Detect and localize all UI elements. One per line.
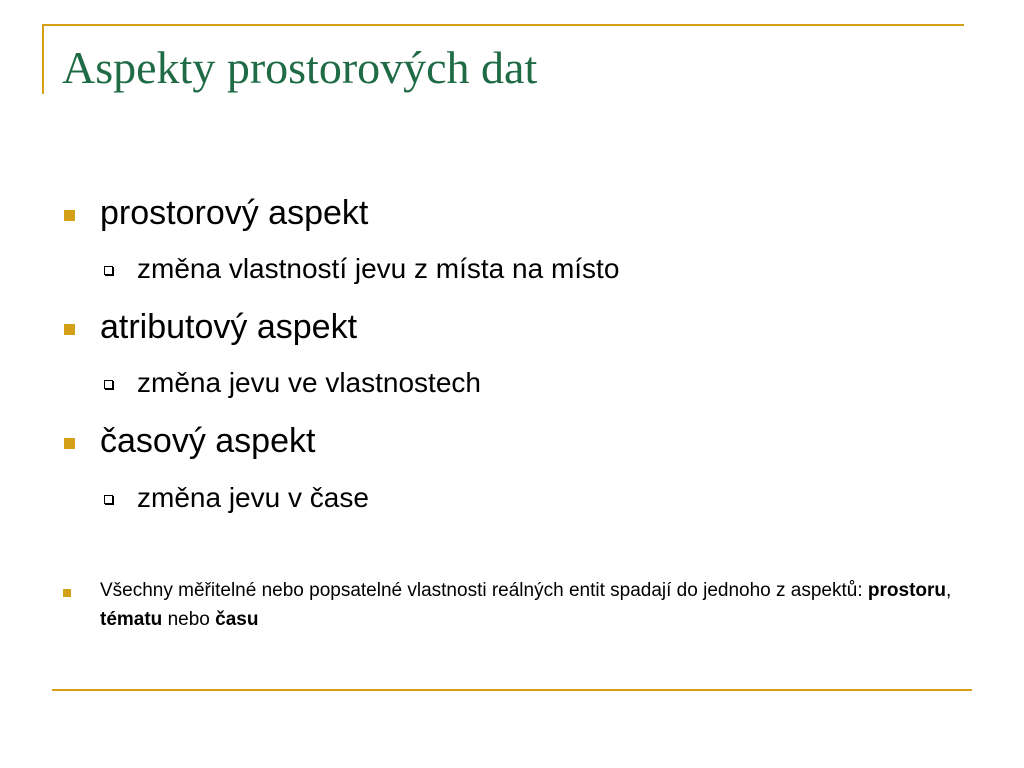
sub-bullet-label: změna jevu v čase [137, 482, 369, 513]
note-term-theme: tématu [100, 609, 163, 630]
note-separator: nebo [162, 609, 216, 630]
sub-bullet-label: změna jevu ve vlastnostech [137, 367, 481, 398]
hollow-square-bullet-icon [104, 495, 113, 504]
hollow-square-bullet-icon [104, 380, 113, 389]
sub-bullet-label: změna vlastností jevu z místa na místo [137, 253, 620, 284]
square-bullet-icon [64, 438, 75, 449]
note-paragraph [100, 576, 960, 634]
note-term-time: času [215, 609, 259, 630]
bullet-label: prostorový aspekt [100, 194, 369, 232]
note-separator: , [946, 580, 952, 601]
note-term-space: prostoru [867, 580, 946, 601]
note-text: Všechny měřitelné nebo popsatelné vlastnosti reálných entit spadají do jednoho z aspektů: [100, 580, 868, 601]
square-bullet-icon [64, 324, 75, 335]
bottom-frame-line [52, 689, 972, 691]
square-bullet-icon [63, 589, 71, 597]
bullet-label: časový aspekt [100, 422, 316, 460]
square-bullet-icon [64, 210, 75, 221]
slide-title: Aspekty prostorových dat [62, 42, 538, 93]
bullet-label: atributový aspekt [100, 308, 358, 346]
hollow-square-bullet-icon [104, 266, 113, 275]
